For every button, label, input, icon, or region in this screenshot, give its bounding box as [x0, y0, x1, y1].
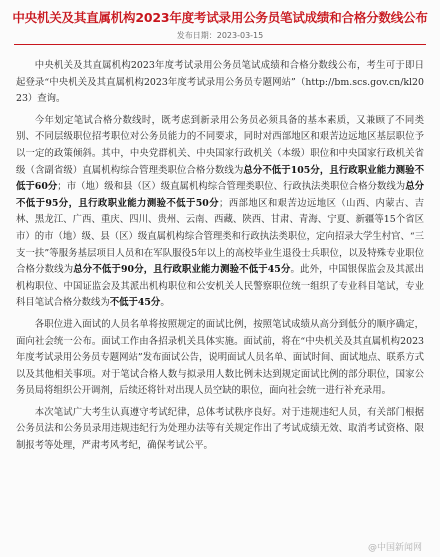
highlighted-score-text: 总分不低于90分，且行政职业能力测验不低于45分 — [73, 264, 291, 276]
paragraph-text: 今年划定笔试合格分数线时，既考虑到新录用公务员必须具备的基本素质，又兼顾了不同类别、不同层级职位招考职位对公务员能力的不同要求，同时对西部地区和艰苦边远地区基层职位予以一定的政策倾斜。其中，中央党群机关、中央国家行政机关（本级）职位和中央国家行政机关省级（含副省级）直属机构综合管理类职位合格分数线为 — [16, 114, 424, 176]
article-body — [16, 58, 424, 460]
paragraph-text: 。 — [160, 297, 170, 309]
article-title: 中央机关及其直属机构2023年度考试录用公务员笔试成绩和合格分数线公布 — [12, 10, 428, 25]
publish-date: 发布日期：2023-03-15 — [176, 31, 264, 40]
title-divider — [14, 44, 426, 45]
highlighted-score-text: 总分不低于105分，且行政职业能力测验不低于60分 — [16, 164, 424, 193]
article-paragraph — [16, 317, 424, 400]
paragraph-text: 。此外，中国银保监会及其派出机构职位、中国证监会及其派出机构职位和公安机关人民警察职位统一组织了专业科目笔试，专业科目笔试合格分数线为 — [16, 264, 424, 309]
paragraph-text: 本次笔试广大考生认真遵守考试纪律，总体考试秩序良好。对于违规违纪人员，有关部门根据公务员法和公务员录用违规违纪行为处理办法等有关规定作出了考试成绩无效、取消考试资格、限制报考等处理，严肃考风考纪，确保考试公平。 — [16, 406, 424, 452]
paragraph-text: 中央机关及其直属机构2023年度考试录用公务员笔试成绩和合格分数线公布，考生可于即日起登录“中央机关及其直属机构2023年度考试录用公务员专题网站”（http://bm.scs.gov.cn/kl2023）查询。 — [16, 60, 424, 105]
article-paragraph — [16, 405, 424, 455]
paragraph-text: ；西部地区和艰苦边远地区（山西、内蒙古、吉林、黑龙江、广西、重庆、四川、贵州、云南、西藏、陕西、甘肃、青海、宁夏、新疆等15个省区市）的市（地）级、县（区）级直属机构综合管理类和行政执法类职位，定向招录大学生村官、“三支一扶”等服务基层项目人员和在军队服役5年以上的高校毕业生退役士兵职位，以及特殊专业职位合格分数线为 — [16, 197, 424, 276]
highlighted-score-text: 不低于45分 — [109, 297, 161, 309]
highlighted-score-text: 总分不低于95分，且行政职业能力测验不低于50分 — [16, 181, 424, 209]
article-paragraph — [16, 58, 424, 108]
source-watermark: @中国新闻网 — [367, 543, 422, 553]
paragraph-text: ；市（地）级和县（区）级直属机构综合管理类职位、行政执法类职位合格分数线为 — [57, 181, 406, 193]
paragraph-text: 各职位进入面试的人员名单将按照规定的面试比例，按照笔试成绩从高分到低分的顺序确定，面向社会统一公布。面试工作由各招录机关具体实施。面试前，将在“中央机关及其直属机构2023年度考试录用公务员专题网站”发布面试公告，说明面试人员名单、面试时间、面试地点、联系方式以及其他相关事项。对于笔试合格人数与拟录用人数比例未达到规定面试比例的部分职位，国家公务员局将组织公开调剂，后续还将针对出现人员空缺的职位，面向社会统一进行补充录用。 — [16, 318, 424, 397]
article-paragraph — [16, 113, 424, 312]
